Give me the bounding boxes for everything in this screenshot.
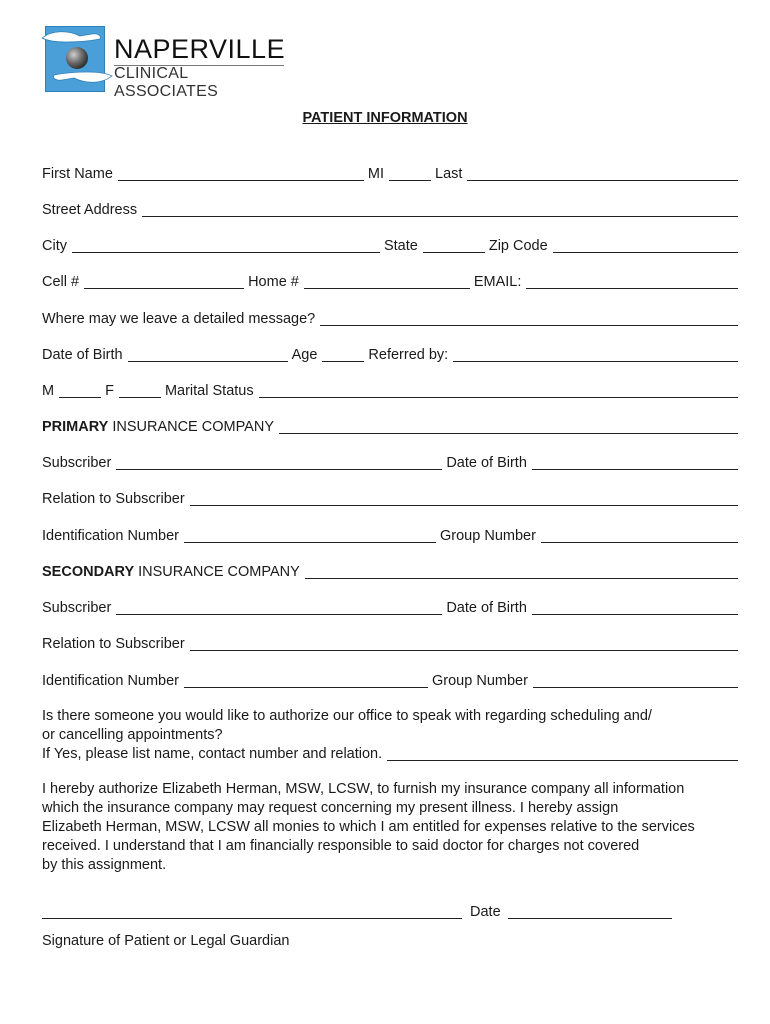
state-field[interactable]: [423, 237, 485, 253]
gender-row: [42, 380, 738, 400]
consent-line-2: which the insurance company may request concerning my present illness. I hereby assign: [42, 800, 619, 816]
authorize-contact-row: [42, 743, 738, 763]
secondary-relation-row: [42, 633, 738, 653]
email-label: EMAIL:: [473, 274, 522, 290]
home-label: Home #: [248, 274, 299, 290]
primary-heading-bold: PRIMARY: [42, 419, 109, 435]
primary-id-row: [42, 525, 738, 545]
street-address-field[interactable]: [142, 201, 738, 217]
primary-subscriber-field[interactable]: [116, 454, 442, 470]
secondary-heading-label: INSURANCE COMPANY: [138, 564, 300, 580]
marital-status-field[interactable]: [259, 382, 738, 398]
last-name-label: Last: [435, 166, 463, 182]
consent-line-3: Elizabeth Herman, MSW, LCSW all monies to which I am entitled for expenses relative to the services: [42, 819, 695, 835]
primary-group-number-field[interactable]: [541, 527, 738, 543]
male-label: M: [42, 383, 55, 399]
secondary-id-row: [42, 670, 738, 690]
phone-row: [42, 271, 738, 291]
logo-name: NAPERVILLE: [114, 34, 286, 64]
referred-by-label: Referred by:: [368, 347, 449, 363]
primary-relation-field[interactable]: [190, 490, 738, 506]
male-field[interactable]: [59, 382, 101, 398]
authorize-line-2: or cancelling appointments?: [42, 727, 223, 743]
city-label: City: [42, 238, 67, 254]
mi-field[interactable]: [389, 165, 431, 181]
primary-id-number-field[interactable]: [184, 527, 436, 543]
page-title: PATIENT INFORMATION: [302, 110, 468, 126]
dob-row: [42, 344, 738, 364]
age-field[interactable]: [322, 346, 364, 362]
street-address-label: Street Address: [42, 202, 138, 218]
secondary-subscriber-field[interactable]: [116, 599, 442, 615]
signature-date-label: Date: [470, 904, 501, 920]
authorize-line-3: If Yes, please list name, contact number and relation.: [42, 746, 383, 762]
primary-relation-row: [42, 488, 738, 508]
state-label: State: [383, 238, 418, 254]
female-field[interactable]: [119, 382, 161, 398]
secondary-dob-field[interactable]: [532, 599, 738, 615]
street-row: [42, 199, 738, 219]
zip-code-field[interactable]: [553, 237, 738, 253]
secondary-heading-bold: SECONDARY: [42, 564, 135, 580]
secondary-relation-label: Relation to Subscriber: [42, 636, 185, 652]
referred-by-field[interactable]: [453, 346, 738, 362]
secondary-group-number-field[interactable]: [533, 672, 738, 688]
logo-subtitle: CLINICAL ASSOCIATES: [114, 65, 219, 100]
secondary-subscriber-row: [42, 597, 738, 617]
primary-id-number-label: Identification Number: [42, 528, 180, 544]
hands-globe-icon: [40, 24, 114, 96]
consent-paragraph: [42, 780, 742, 875]
city-row: [42, 235, 738, 255]
first-name-field[interactable]: [118, 165, 364, 181]
last-name-field[interactable]: [467, 165, 738, 181]
signature-field[interactable]: [42, 918, 462, 919]
detailed-message-label: Where may we leave a detailed message?: [42, 311, 316, 327]
mi-label: MI: [367, 166, 385, 182]
zip-code-label: Zip Code: [488, 238, 548, 254]
detailed-message-field[interactable]: [320, 310, 738, 326]
primary-dob-label: Date of Birth: [446, 455, 527, 471]
authorize-line-1: Is there someone you would like to authorize our office to speak with regarding scheduling and/: [42, 708, 652, 724]
secondary-id-number-label: Identification Number: [42, 673, 180, 689]
city-field[interactable]: [72, 237, 380, 253]
signature-date-field[interactable]: [508, 918, 672, 919]
cell-field[interactable]: [84, 273, 244, 289]
female-label: F: [105, 383, 114, 399]
secondary-group-number-label: Group Number: [432, 673, 528, 689]
signature-label: Signature of Patient or Legal Guardian: [42, 933, 290, 949]
consent-line-1: I hereby authorize Elizabeth Herman, MSW, LCSW, to furnish my insurance company all information: [42, 781, 685, 797]
date-of-birth-field[interactable]: [128, 346, 288, 362]
cell-label: Cell #: [42, 274, 80, 290]
message-row: [42, 308, 738, 328]
consent-line-5: by this assignment.: [42, 857, 167, 873]
first-name-label: First Name: [42, 166, 113, 182]
home-field[interactable]: [304, 273, 470, 289]
primary-subscriber-label: Subscriber: [42, 455, 112, 471]
naperville-logo: [40, 24, 290, 100]
secondary-subscriber-label: Subscriber: [42, 600, 112, 616]
secondary-insurance-company-field[interactable]: [305, 563, 738, 579]
consent-line-4: received. I understand that I am financially responsible to said doctor for charges not covered: [42, 838, 640, 854]
primary-group-number-label: Group Number: [440, 528, 536, 544]
primary-heading-label: INSURANCE COMPANY: [112, 419, 274, 435]
marital-status-label: Marital Status: [164, 383, 254, 399]
primary-relation-label: Relation to Subscriber: [42, 491, 185, 507]
primary-insurance-row: [42, 416, 738, 436]
secondary-id-number-field[interactable]: [184, 672, 428, 688]
secondary-relation-field[interactable]: [190, 635, 738, 651]
primary-insurance-company-field[interactable]: [279, 418, 738, 434]
authorize-contact-field[interactable]: [387, 745, 738, 761]
secondary-insurance-row: [42, 561, 738, 581]
primary-dob-field[interactable]: [532, 454, 738, 470]
age-label: Age: [291, 347, 318, 363]
authorize-contact-paragraph: [42, 707, 742, 745]
secondary-dob-label: Date of Birth: [446, 600, 527, 616]
name-row: [42, 163, 738, 183]
email-field[interactable]: [526, 273, 738, 289]
primary-subscriber-row: [42, 452, 738, 472]
date-of-birth-label: Date of Birth: [42, 347, 123, 363]
